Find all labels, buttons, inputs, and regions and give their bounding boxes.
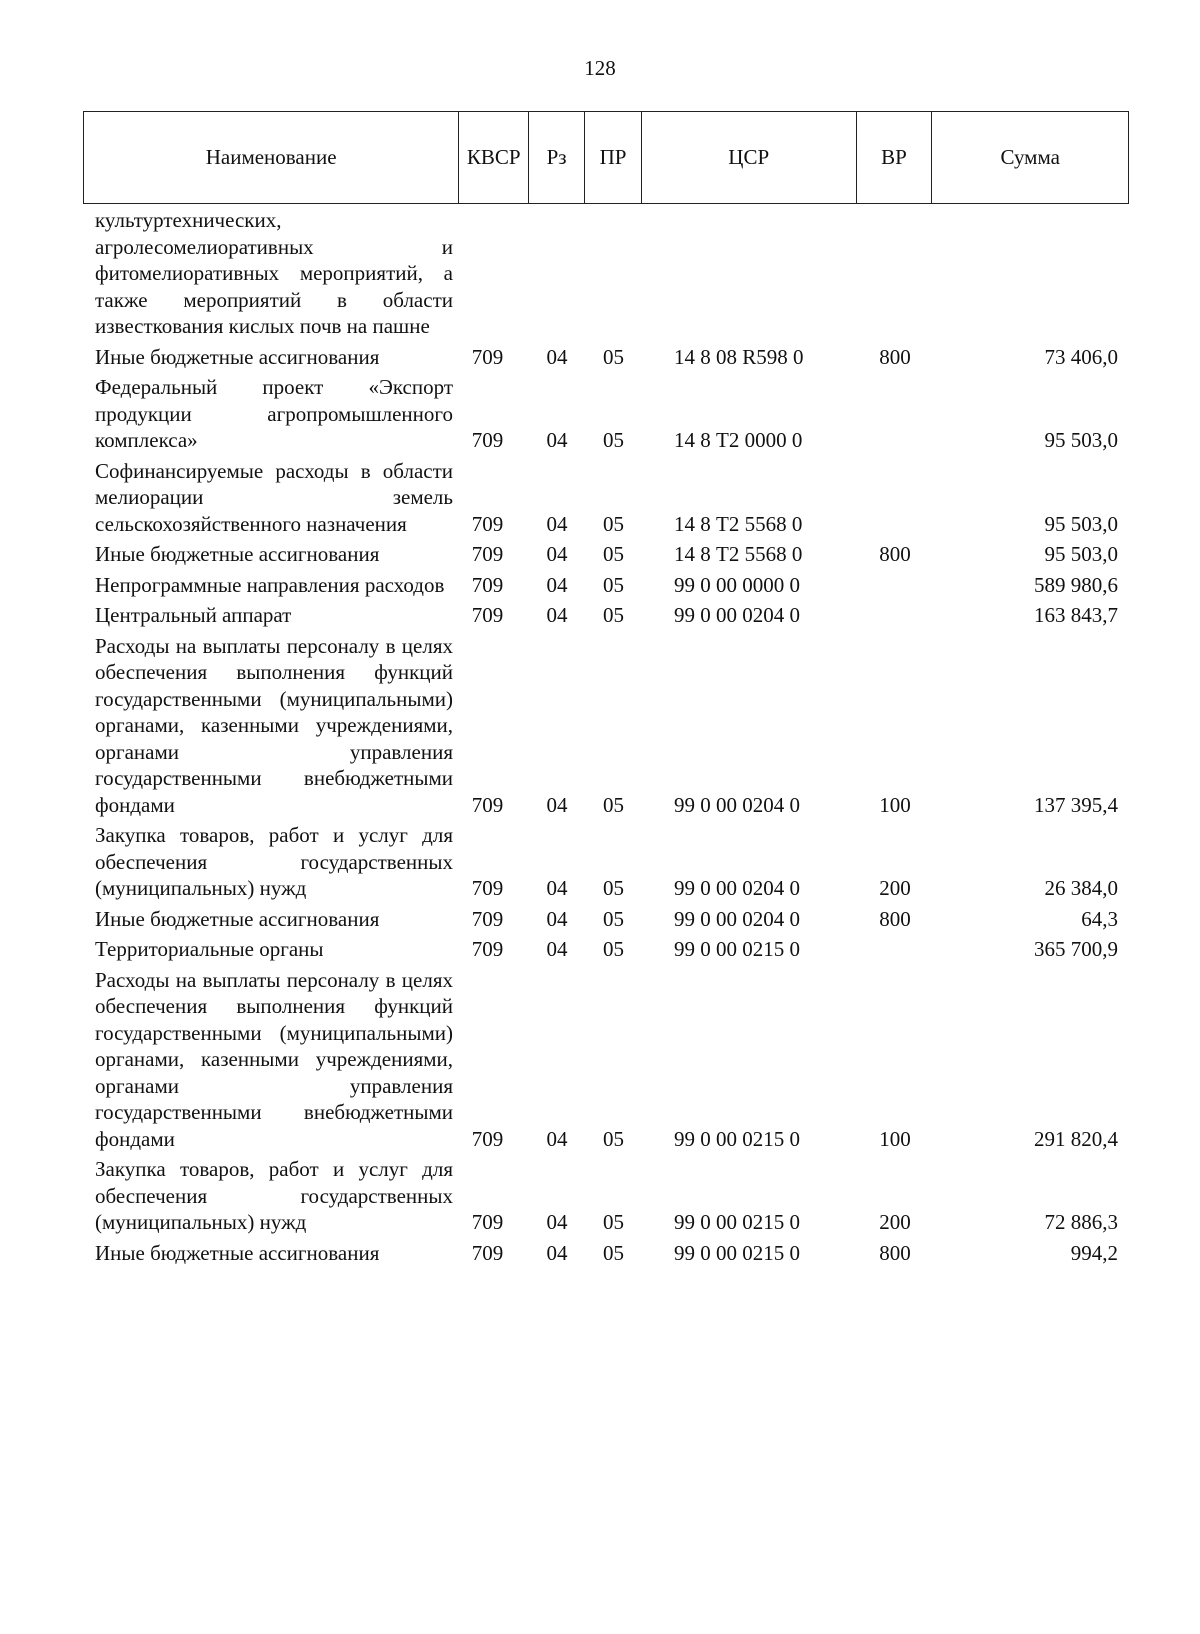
cell-kvsr: 709 <box>471 542 504 566</box>
cell-csr: 99 0 00 0204 0 <box>674 792 800 817</box>
cell-csr: 14 8 Т2 0000 0 <box>674 428 803 452</box>
cell-kvsr: 709 <box>471 937 504 961</box>
cell-sum: 137 395,4 <box>1034 792 1118 817</box>
cell-rz: 04 <box>546 937 568 961</box>
table-row <box>83 633 1129 823</box>
cell-name: Расходы на выплаты персоналу в целях обеспечения выполнения функций государственными (муниципальными) органами, казенными учреждениями, органами управления государственными внебюджетными фондами <box>95 967 453 1151</box>
cell-rz: 04 <box>546 542 568 566</box>
table-row <box>83 936 1129 967</box>
cell-csr: 99 0 00 0215 0 <box>674 1126 800 1151</box>
cell-pr: 05 <box>603 428 624 452</box>
cell-name: Закупка товаров, работ и услуг для обеспечения государственных (муниципальных) нужд <box>95 823 453 900</box>
cell-pr: 05 <box>603 542 624 566</box>
table-row <box>83 458 1129 542</box>
cell-vr: 800 <box>879 1240 911 1265</box>
table-row <box>83 572 1129 603</box>
cell-csr: 99 0 00 0204 0 <box>674 603 800 627</box>
cell-kvsr: 709 <box>471 1240 504 1265</box>
cell-sum: 95 503,0 <box>1044 511 1118 536</box>
cell-name: Иные бюджетные ассигнования <box>95 344 380 369</box>
cell-kvsr: 709 <box>471 572 504 597</box>
header-pr: ПР <box>585 112 642 203</box>
table-row <box>83 1156 1129 1240</box>
cell-rz: 04 <box>546 1240 568 1265</box>
table-row <box>83 1240 1129 1271</box>
header-sum: Сумма <box>1000 145 1060 169</box>
cell-rz: 04 <box>546 792 568 817</box>
cell-csr: 99 0 00 0215 0 <box>674 937 800 961</box>
cell-vr: 800 <box>879 542 911 566</box>
cell-pr: 05 <box>603 1126 624 1151</box>
cell-name: Софинансируемые расходы в области мелиорации земель сельскохозяйственного назначения <box>95 458 453 536</box>
cell-vr: 800 <box>879 906 911 931</box>
cell-rz: 04 <box>546 428 568 452</box>
table-row <box>83 344 1129 375</box>
page-number: 128 <box>584 56 616 80</box>
cell-kvsr: 709 <box>471 792 504 817</box>
cell-csr: 14 8 Т2 5568 0 <box>674 511 803 536</box>
cell-name: Закупка товаров, работ и услуг для обеспечения государственных (муниципальных) нужд <box>95 1157 453 1234</box>
cell-name: Иные бюджетные ассигнования <box>95 542 380 566</box>
cell-rz: 04 <box>546 603 568 627</box>
table-row <box>83 374 1129 458</box>
cell-pr: 05 <box>603 937 624 961</box>
header-vr: ВР <box>857 112 933 203</box>
cell-rz: 04 <box>546 1210 568 1234</box>
cell-sum: 365 700,9 <box>1034 937 1118 961</box>
cell-rz: 04 <box>546 511 568 536</box>
cell-sum: 291 820,4 <box>1034 1126 1118 1151</box>
header-kvsr: КВСР <box>459 112 529 203</box>
cell-pr: 05 <box>603 906 624 931</box>
cell-name: Расходы на выплаты персоналу в целях обеспечения выполнения функций государственными (муниципальными) органами, казенными учреждениями, органами управления государственными внебюджетными фондами <box>95 633 453 817</box>
table-row <box>83 602 1129 633</box>
table-row <box>83 967 1129 1157</box>
cell-vr: 200 <box>879 1210 911 1234</box>
cell-kvsr: 709 <box>471 906 504 931</box>
cell-vr: 800 <box>879 344 911 369</box>
cell-pr: 05 <box>603 1210 624 1234</box>
cell-kvsr: 709 <box>471 1210 504 1234</box>
cell-sum: 589 980,6 <box>1034 572 1118 597</box>
cell-name: Непрограммные направления расходов <box>95 572 445 597</box>
cell-kvsr: 709 <box>471 603 504 627</box>
cell-kvsr: 709 <box>471 1126 504 1151</box>
cell-vr: 200 <box>879 876 911 900</box>
cell-sum: 95 503,0 <box>1044 542 1118 566</box>
cell-sum: 26 384,0 <box>1044 876 1118 900</box>
table-header <box>83 111 1129 204</box>
cell-pr: 05 <box>603 603 624 627</box>
cell-sum: 163 843,7 <box>1034 603 1118 627</box>
table-row <box>83 541 1129 572</box>
cell-csr: 14 8 08 R598 0 <box>674 344 804 369</box>
cell-vr: 100 <box>879 792 911 817</box>
cell-sum: 994,2 <box>1070 1240 1118 1265</box>
header-name: Наименование <box>84 112 459 203</box>
cell-kvsr: 709 <box>471 876 504 900</box>
table-body <box>83 207 1129 1270</box>
cell-name: Центральный аппарат <box>95 603 292 627</box>
cell-csr: 99 0 00 0204 0 <box>674 876 800 900</box>
cell-rz: 04 <box>546 876 568 900</box>
cell-pr: 05 <box>603 572 624 597</box>
cell-kvsr: 709 <box>471 344 504 369</box>
header-csr: ЦСР <box>642 112 857 203</box>
cell-kvsr: 709 <box>471 428 504 452</box>
cell-sum: 95 503,0 <box>1044 428 1118 452</box>
cell-pr: 05 <box>603 876 624 900</box>
cell-rz: 04 <box>546 572 568 597</box>
cell-csr: 99 0 00 0000 0 <box>674 572 800 597</box>
cell-csr: 99 0 00 0204 0 <box>674 906 800 931</box>
cell-rz: 04 <box>546 1126 568 1151</box>
cell-pr: 05 <box>603 792 624 817</box>
table-row <box>83 822 1129 906</box>
cell-rz: 04 <box>546 906 568 931</box>
cell-name: Территориальные органы <box>95 937 324 961</box>
cell-kvsr: 709 <box>471 511 504 536</box>
cell-name: Иные бюджетные ассигнования <box>95 906 380 931</box>
cell-name: культуртехнических, агролесомелиоративных и фитомелиоративных мероприятий, а также мероприятий в области известкования кислых почв на пашне <box>95 208 453 338</box>
cell-sum: 72 886,3 <box>1044 1210 1118 1234</box>
cell-csr: 99 0 00 0215 0 <box>674 1210 800 1234</box>
cell-pr: 05 <box>603 511 624 536</box>
cell-rz: 04 <box>546 344 568 369</box>
cell-pr: 05 <box>603 1240 624 1265</box>
cell-name: Федеральный проект «Экспорт продукции агропромышленного комплекса» <box>95 375 453 452</box>
cell-sum: 73 406,0 <box>1044 344 1118 369</box>
cell-pr: 05 <box>603 344 624 369</box>
cell-sum: 64,3 <box>1081 906 1118 931</box>
table-row <box>83 906 1129 937</box>
header-rz: Рз <box>529 112 585 203</box>
cell-csr: 99 0 00 0215 0 <box>674 1240 800 1265</box>
cell-vr: 100 <box>879 1126 911 1151</box>
cell-name: Иные бюджетные ассигнования <box>95 1240 380 1265</box>
table-row <box>83 207 1129 344</box>
cell-csr: 14 8 Т2 5568 0 <box>674 542 803 566</box>
